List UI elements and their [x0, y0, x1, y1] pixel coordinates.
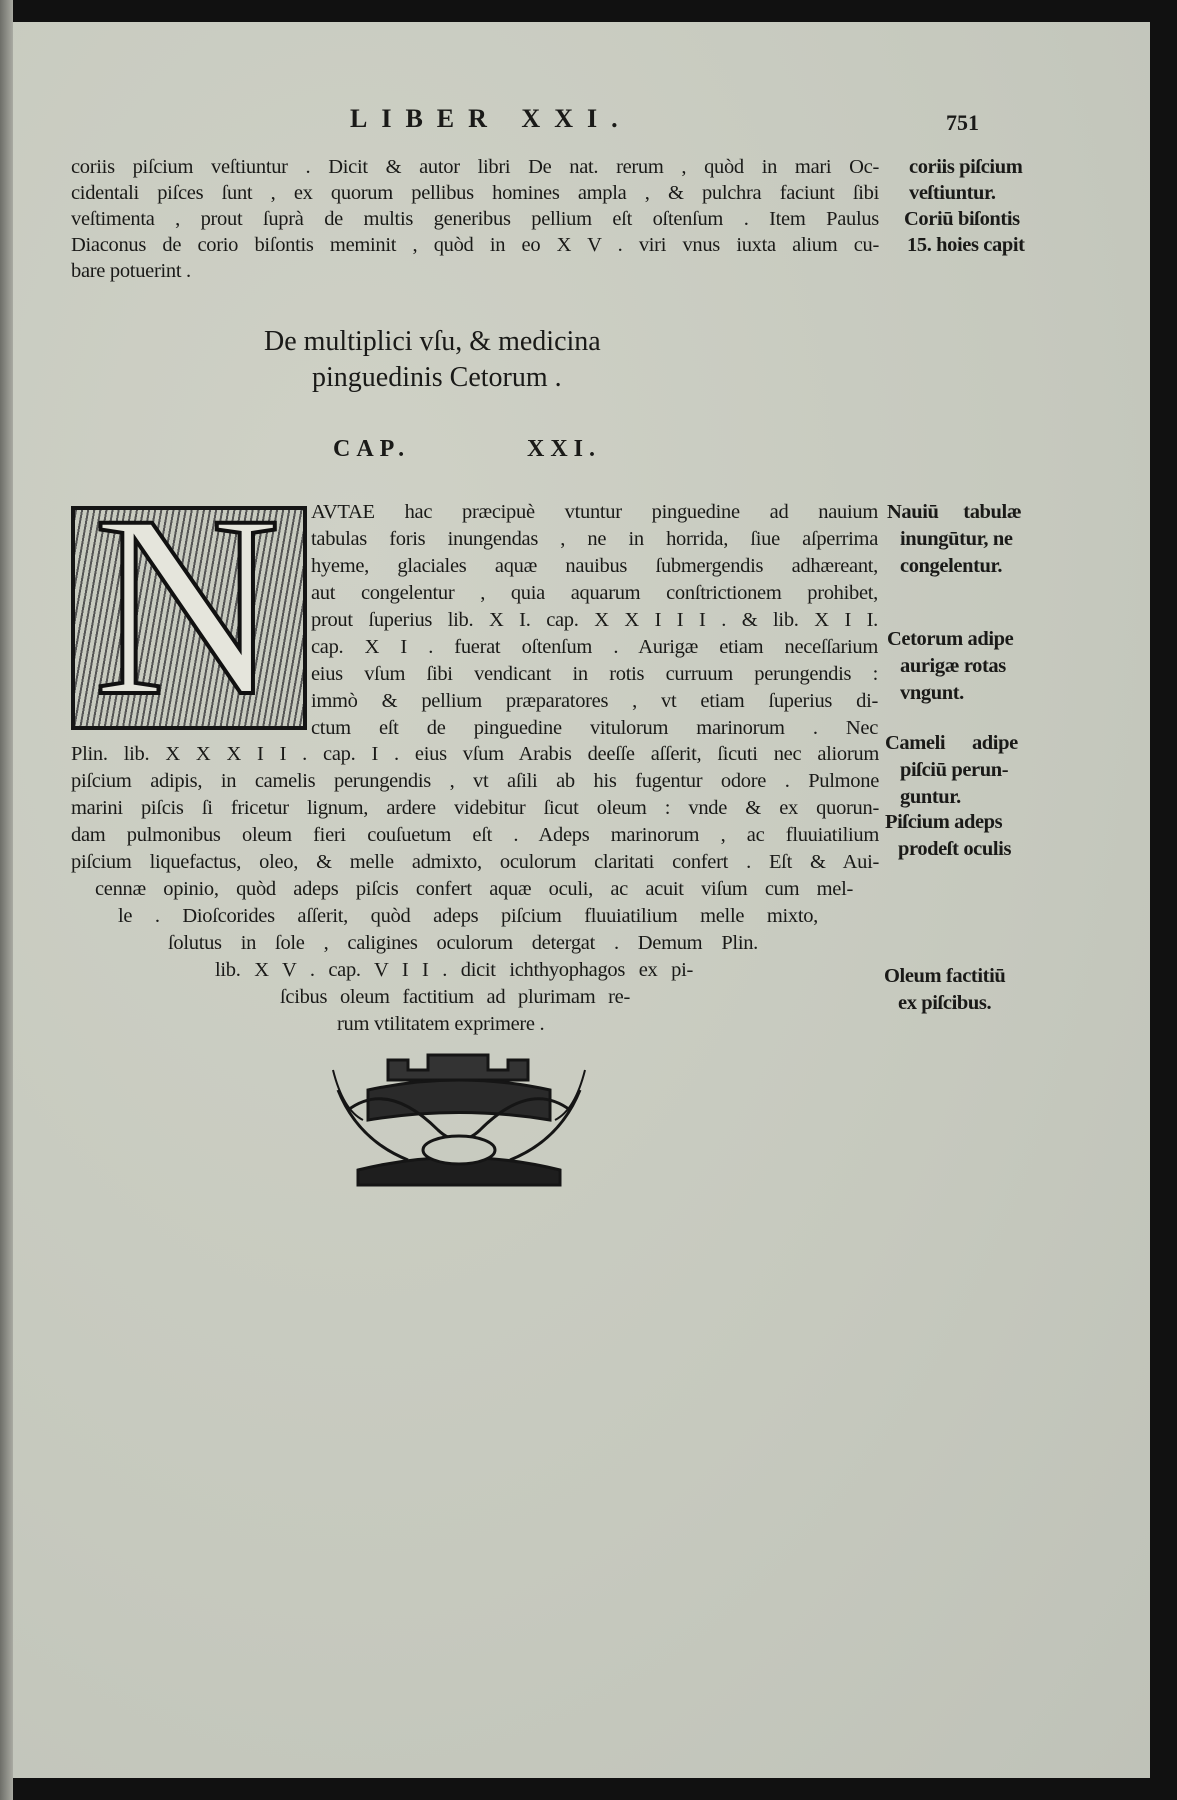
page-number: 751 [946, 110, 979, 135]
chapter-title-line1: De multiplici vſu, & medicina [264, 326, 601, 357]
text-line: Diaconus de corio biſontis meminit , quòd in eo X V . viri vnus iuxta alium cu- [71, 234, 879, 256]
chapter-label: CAP. [333, 436, 411, 462]
text-line: hyeme, glaciales aquæ nauibus ſubmergendis adhæreant, [311, 555, 878, 577]
margin-note-line: vngunt. [900, 682, 964, 704]
text-line: cidentali piſces ſunt , ex quorum pellibus homines ampla , & pulchra faciunt ſibi [71, 182, 879, 204]
text-line: le . Dioſcorides aſſerit, quòd adeps piſcium fluuiatilium melle mixto, [118, 905, 818, 927]
margin-note-line: congelentur. [900, 555, 1003, 577]
chapter-number: XXI. [527, 436, 602, 462]
text-line: ſolutus in ſole , caligines oculorum detergat . Demum Plin. [168, 932, 758, 954]
margin-note-line: guntur. [900, 786, 961, 808]
margin-note-line: Oleum factitiū [884, 965, 1006, 987]
text-line: veſtimenta , prout ſuprà de multis generibus pellium eſt oſtenſum . Item Paulus [71, 208, 879, 230]
tailpiece-ornament-icon [328, 1050, 590, 1190]
text-line: AVTAE hac præcipuè vtuntur pinguedine ad nauium [311, 501, 878, 523]
text-line: eius vſum ſibi vendicant in rotis curruum perungendis : [311, 663, 878, 685]
margin-note-line: Cameli adipe [885, 732, 1018, 754]
text-line: prout ſuperius lib. X I. cap. X X I I I . & lib. X I I. [311, 609, 878, 631]
text-line: cap. X I . fuerat oſtenſum . Aurigæ etiam neceſſarium [311, 636, 878, 658]
text-line: Plin. lib. X X X I I . cap. I . eius vſum Arabis deeſſe aſſerit, ſicuti nec aliorum [71, 743, 879, 765]
decorated-initial [71, 506, 307, 730]
margin-note-line: Piſcium adeps [885, 811, 1003, 833]
text-line: lib. X V . cap. V I I . dicit ichthyophagos ex pi- [215, 959, 693, 981]
text-line: ſcibus oleum factitium ad plurimam re- [280, 986, 630, 1008]
margin-note-line: inungūtur, ne [900, 528, 1013, 550]
text-line: piſcium adipis, in camelis perungendis , vt aſili ab his fugentur odore . Pulmone [71, 770, 879, 792]
text-line: dam pulmonibus oleum fieri couſuetum eſt . Adeps marinorum , ac fluuiatilium [71, 824, 879, 846]
text-line: piſcium liquefactus, oleo, & melle admixto, oculorum claritati confert . Eſt & Aui- [71, 851, 879, 873]
margin-note-line: Coriū biſontis [904, 208, 1020, 230]
margin-note-line: prodeſt oculis [898, 838, 1012, 860]
text-line: coriis piſcium veſtiuntur . Dicit & autor libri De nat. rerum , quòd in mari Oc- [71, 156, 879, 178]
margin-note-line: veſtiuntur. [909, 182, 996, 204]
margin-note-line: 15. hoies capit [907, 234, 1025, 256]
text-line: ctum eſt de pinguedine vitulorum marinorum . Nec [311, 717, 878, 739]
margin-note-line: Nauiū tabulæ [887, 501, 1022, 523]
margin-note-line: ex piſcibus. [898, 992, 992, 1014]
margin-note-line: Cetorum adipe [887, 628, 1014, 650]
text-line: immò & pellium præparatores , vt etiam ſuperius di- [311, 690, 878, 712]
text-line: aut congelentur , quia aquarum conſtrictionem prohibet, [311, 582, 878, 604]
text-line: tabulas foris inungendas , ne in horrida, ſiue aſperrima [311, 528, 878, 550]
running-head: LIBER XXI. [350, 104, 632, 133]
initial-letter: N [93, 506, 281, 730]
text-line: cennæ opinio, quòd adeps piſcis confert aquæ oculi, ac acuit viſum cum mel- [95, 878, 853, 900]
chapter-title-line2: pinguedinis Cetorum . [312, 362, 562, 393]
margin-note-line: piſciū perun- [900, 759, 1009, 781]
text-line: bare potuerint . [71, 260, 191, 282]
margin-note-line: coriis piſcium [909, 156, 1023, 178]
margin-note-line: aurigæ rotas [900, 655, 1006, 677]
text-line: rum vtilitatem exprimere . [337, 1013, 545, 1035]
book-gutter [0, 0, 13, 1800]
text-line: marini piſcis ſi fricetur lignum, ardere videbitur ſicut oleum : vnde & ex quorun- [71, 797, 879, 819]
